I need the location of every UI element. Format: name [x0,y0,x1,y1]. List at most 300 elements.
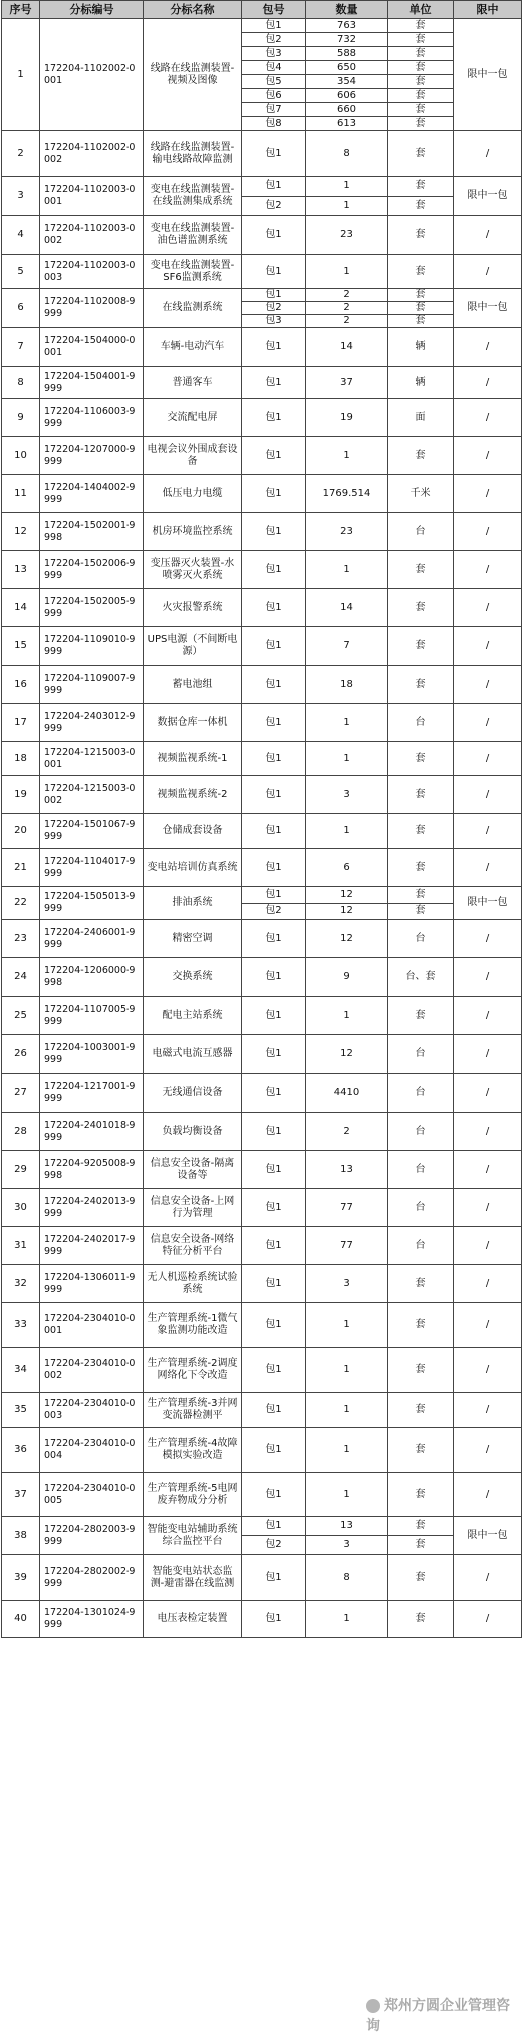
row-package: 包1 [242,177,306,197]
row-package: 包1 [242,742,306,776]
row-unit: 台 [388,920,454,958]
row-code: 172204-2802003-9999 [40,1517,144,1555]
row-unit: 套 [388,814,454,849]
row-unit: 台 [388,1035,454,1074]
row-number: 25 [2,997,40,1035]
row-package: 包1 [242,1151,306,1189]
row-number: 4 [2,216,40,255]
row-quantity: 1 [306,177,388,197]
row-package: 包1 [242,399,306,437]
row-number: 38 [2,1517,40,1555]
table-row [2,1113,522,1151]
row-quantity: 14 [306,589,388,627]
row-unit: 套 [388,589,454,627]
table-row [2,742,522,776]
row-number: 13 [2,551,40,589]
row-limit: / [454,997,522,1035]
row-limit: / [454,513,522,551]
row-quantity: 1 [306,1393,388,1428]
row-quantity: 12 [306,920,388,958]
table-row [2,958,522,997]
row-code: 172204-1102003-0002 [40,216,144,255]
row-package: 包1 [242,1555,306,1601]
table-row [2,475,522,513]
table-row [2,1517,522,1536]
row-package: 包1 [242,1113,306,1151]
row-package: 包1 [242,131,306,177]
row-quantity: 6 [306,849,388,887]
row-quantity: 2 [306,1113,388,1151]
row-number: 39 [2,1555,40,1601]
row-limit: / [454,1227,522,1265]
row-limit: / [454,1265,522,1303]
row-quantity: 1 [306,196,388,216]
row-limit: 限中一包 [454,887,522,920]
table-row [2,920,522,958]
row-name: 线路在线监测装置-输电线路故障监测 [144,131,242,177]
row-package: 包1 [242,1303,306,1348]
row-name: 信息安全设备-隔离设备等 [144,1151,242,1189]
row-limit: / [454,1555,522,1601]
table-row [2,328,522,367]
row-code: 172204-2304010-0001 [40,1303,144,1348]
row-name: 生产管理系统-5电网废弃物成分分析 [144,1473,242,1517]
row-quantity: 19 [306,399,388,437]
row-code: 172204-1501067-9999 [40,814,144,849]
table-row [2,776,522,814]
watermark-text: 郑州方圆企业管理咨询 [366,1998,510,2034]
row-limit: / [454,1151,522,1189]
row-quantity: 732 [306,33,388,47]
row-number: 14 [2,589,40,627]
row-quantity: 1 [306,1348,388,1393]
row-name: 交流配电屏 [144,399,242,437]
row-limit: / [454,920,522,958]
row-unit: 台 [388,704,454,742]
row-quantity: 1 [306,997,388,1035]
row-package: 包2 [242,196,306,216]
row-package: 包1 [242,920,306,958]
row-name: 视频监视系统-2 [144,776,242,814]
row-name: 生产管理系统-3并网变流器检测平 [144,1393,242,1428]
row-number: 35 [2,1393,40,1428]
row-package: 包1 [242,849,306,887]
table-body [2,19,522,1638]
row-code: 172204-2402017-9999 [40,1227,144,1265]
table-row [2,551,522,589]
row-unit: 套 [388,255,454,289]
row-name: 仓储成套设备 [144,814,242,849]
row-package: 包1 [242,255,306,289]
row-number: 3 [2,177,40,216]
row-number: 27 [2,1074,40,1113]
row-quantity: 1 [306,814,388,849]
row-quantity: 18 [306,666,388,704]
row-quantity: 37 [306,367,388,399]
row-quantity: 613 [306,117,388,131]
table-row [2,255,522,289]
row-code: 172204-1301024-9999 [40,1601,144,1638]
row-unit: 套 [388,216,454,255]
row-limit: / [454,255,522,289]
row-name: 数据仓库一体机 [144,704,242,742]
row-quantity: 1 [306,255,388,289]
row-quantity: 77 [306,1227,388,1265]
table-row [2,1227,522,1265]
row-limit: / [454,1189,522,1227]
row-number: 20 [2,814,40,849]
row-code: 172204-2403012-9999 [40,704,144,742]
row-unit: 套 [388,551,454,589]
row-unit: 套 [388,887,454,904]
table-row [2,399,522,437]
row-package: 包7 [242,103,306,117]
table-row [2,437,522,475]
row-code: 172204-1102002-0002 [40,131,144,177]
row-limit: / [454,1473,522,1517]
row-unit: 套 [388,1303,454,1348]
row-name: 生产管理系统-4故障模拟实验改造 [144,1428,242,1473]
row-name: 视频监视系统-1 [144,742,242,776]
row-quantity: 23 [306,513,388,551]
row-package: 包8 [242,117,306,131]
row-unit: 套 [388,1348,454,1393]
row-package: 包1 [242,1428,306,1473]
row-code: 172204-1102008-9999 [40,289,144,328]
row-quantity: 23 [306,216,388,255]
row-package: 包1 [242,1035,306,1074]
row-quantity: 77 [306,1189,388,1227]
row-limit: / [454,1348,522,1393]
row-unit: 台 [388,1227,454,1265]
row-number: 1 [2,19,40,131]
row-quantity: 606 [306,89,388,103]
table-row [2,1393,522,1428]
row-limit: / [454,849,522,887]
row-limit: / [454,814,522,849]
row-name: 在线监测系统 [144,289,242,328]
row-quantity: 1769.514 [306,475,388,513]
watermark-logo-icon [366,1999,380,2013]
row-code: 172204-2304010-0002 [40,1348,144,1393]
row-code: 172204-1106003-9999 [40,399,144,437]
row-package: 包1 [242,1517,306,1536]
row-unit: 台 [388,1074,454,1113]
row-number: 34 [2,1348,40,1393]
row-package: 包1 [242,997,306,1035]
row-code: 172204-1215003-0001 [40,742,144,776]
row-name: 负载均衡设备 [144,1113,242,1151]
row-package: 包1 [242,1227,306,1265]
row-unit: 套 [388,131,454,177]
row-limit: / [454,367,522,399]
row-code: 172204-1505013-9999 [40,887,144,920]
row-package: 包2 [242,33,306,47]
row-code: 172204-1102003-0003 [40,255,144,289]
row-quantity: 4410 [306,1074,388,1113]
row-quantity: 2 [306,289,388,302]
row-limit: / [454,328,522,367]
row-package: 包1 [242,1393,306,1428]
row-code: 172204-1215003-0002 [40,776,144,814]
row-code: 172204-2304010-0004 [40,1428,144,1473]
row-quantity: 12 [306,1035,388,1074]
row-name: 精密空调 [144,920,242,958]
watermark [366,1995,522,2035]
row-package: 包1 [242,776,306,814]
row-package: 包1 [242,814,306,849]
row-code: 172204-1102002-0001 [40,19,144,131]
header-code: 分标编号 [40,1,144,19]
row-name: 变电在线监测装置-在线监测集成系统 [144,177,242,216]
row-package: 包1 [242,627,306,666]
row-name: 智能变电站状态监测-避雷器在线监测 [144,1555,242,1601]
row-name: 变电在线监测装置-油色谱监测系统 [144,216,242,255]
row-quantity: 354 [306,75,388,89]
row-quantity: 12 [306,903,388,920]
table-row [2,19,522,33]
row-number: 23 [2,920,40,958]
row-code: 172204-1502001-9998 [40,513,144,551]
row-limit: / [454,475,522,513]
row-number: 17 [2,704,40,742]
table-row [2,1555,522,1601]
row-number: 19 [2,776,40,814]
table-row [2,1265,522,1303]
row-unit: 套 [388,1393,454,1428]
row-name: 配电主站系统 [144,997,242,1035]
row-package: 包1 [242,328,306,367]
row-unit: 套 [388,903,454,920]
row-name: 信息安全设备-网络特征分析平台 [144,1227,242,1265]
row-code: 172204-1217001-9999 [40,1074,144,1113]
row-number: 33 [2,1303,40,1348]
row-limit: / [454,958,522,997]
row-name: 机房环境监控系统 [144,513,242,551]
row-package: 包2 [242,903,306,920]
row-unit: 套 [388,1265,454,1303]
row-number: 37 [2,1473,40,1517]
row-unit: 套 [388,196,454,216]
row-package: 包2 [242,1536,306,1555]
row-package: 包1 [242,1473,306,1517]
table-row [2,513,522,551]
table-row [2,1303,522,1348]
row-unit: 套 [388,1601,454,1638]
row-quantity: 3 [306,1536,388,1555]
row-unit: 台 [388,1113,454,1151]
row-unit: 套 [388,47,454,61]
table-row [2,1348,522,1393]
row-name: 低压电力电缆 [144,475,242,513]
header-quantity: 数量 [306,1,388,19]
row-code: 172204-1107005-9999 [40,997,144,1035]
row-unit: 台、套 [388,958,454,997]
row-unit: 套 [388,19,454,33]
row-number: 15 [2,627,40,666]
row-number: 21 [2,849,40,887]
row-package: 包1 [242,1265,306,1303]
row-quantity: 1 [306,437,388,475]
row-limit: 限中一包 [454,177,522,216]
table-row [2,1035,522,1074]
row-code: 172204-1003001-9999 [40,1035,144,1074]
row-limit: / [454,776,522,814]
row-quantity: 3 [306,1265,388,1303]
row-unit: 套 [388,315,454,328]
table-row [2,1074,522,1113]
table-row [2,289,522,302]
header-name: 分标名称 [144,1,242,19]
row-number: 6 [2,289,40,328]
row-limit: / [454,551,522,589]
row-number: 9 [2,399,40,437]
row-package: 包1 [242,475,306,513]
row-quantity: 1 [306,704,388,742]
row-limit: 限中一包 [454,1517,522,1555]
row-code: 172204-1504001-9999 [40,367,144,399]
row-limit: 限中一包 [454,289,522,328]
row-unit: 套 [388,742,454,776]
row-quantity: 13 [306,1151,388,1189]
row-package: 包1 [242,1348,306,1393]
row-number: 40 [2,1601,40,1638]
row-unit: 千米 [388,475,454,513]
table-row [2,704,522,742]
row-name: 变压器灭火装置-水喷雾灭火系统 [144,551,242,589]
row-code: 172204-1502005-9999 [40,589,144,627]
row-name: 生产管理系统-2调度网络化下令改造 [144,1348,242,1393]
row-unit: 套 [388,117,454,131]
row-number: 8 [2,367,40,399]
row-package: 包1 [242,666,306,704]
row-limit: / [454,666,522,704]
row-limit: / [454,216,522,255]
row-unit: 套 [388,666,454,704]
row-limit: / [454,1074,522,1113]
row-code: 172204-1206000-9998 [40,958,144,997]
header-row [2,1,522,19]
row-name: 信息安全设备-上网行为管理 [144,1189,242,1227]
row-quantity: 9 [306,958,388,997]
row-quantity: 12 [306,887,388,904]
row-quantity: 588 [306,47,388,61]
row-unit: 套 [388,1473,454,1517]
row-name: 电视会议外围成套设备 [144,437,242,475]
row-quantity: 1 [306,551,388,589]
row-unit: 辆 [388,367,454,399]
row-name: 电磁式电流互感器 [144,1035,242,1074]
row-code: 172204-2406001-9999 [40,920,144,958]
row-code: 172204-1109010-9999 [40,627,144,666]
table-row [2,1428,522,1473]
row-package: 包1 [242,19,306,33]
row-number: 12 [2,513,40,551]
row-unit: 套 [388,437,454,475]
row-code: 172204-1502006-9999 [40,551,144,589]
row-name: 智能变电站辅助系统综合监控平台 [144,1517,242,1555]
row-package: 包1 [242,289,306,302]
table-row [2,887,522,904]
row-quantity: 8 [306,1555,388,1601]
row-unit: 套 [388,302,454,315]
row-unit: 套 [388,1517,454,1536]
row-number: 32 [2,1265,40,1303]
row-limit: / [454,742,522,776]
row-number: 7 [2,328,40,367]
row-unit: 套 [388,776,454,814]
row-number: 22 [2,887,40,920]
table-row [2,1473,522,1517]
row-package: 包6 [242,89,306,103]
row-package: 包3 [242,47,306,61]
row-number: 31 [2,1227,40,1265]
row-package: 包1 [242,437,306,475]
row-number: 26 [2,1035,40,1074]
table-row [2,216,522,255]
table-row [2,1151,522,1189]
table-row [2,997,522,1035]
row-unit: 套 [388,1428,454,1473]
row-limit: / [454,1393,522,1428]
row-package: 包1 [242,1601,306,1638]
row-code: 172204-1207000-9999 [40,437,144,475]
row-package: 包1 [242,367,306,399]
row-unit: 面 [388,399,454,437]
row-code: 172204-2304010-0005 [40,1473,144,1517]
row-limit: / [454,1428,522,1473]
row-number: 30 [2,1189,40,1227]
table-row [2,849,522,887]
row-package: 包1 [242,958,306,997]
table-row [2,666,522,704]
row-package: 包1 [242,513,306,551]
row-unit: 套 [388,177,454,197]
row-package: 包1 [242,887,306,904]
row-code: 172204-2402013-9999 [40,1189,144,1227]
row-name: 普通客车 [144,367,242,399]
row-quantity: 650 [306,61,388,75]
row-package: 包1 [242,1189,306,1227]
row-limit: / [454,399,522,437]
row-name: 排油系统 [144,887,242,920]
row-code: 172204-1102003-0001 [40,177,144,216]
row-number: 10 [2,437,40,475]
row-name: 线路在线监测装置-视频及图像 [144,19,242,131]
row-limit: / [454,1035,522,1074]
row-unit: 套 [388,103,454,117]
row-name: 无线通信设备 [144,1074,242,1113]
row-name: 生产管理系统-1微气象监测功能改造 [144,1303,242,1348]
row-unit: 套 [388,61,454,75]
row-code: 172204-2304010-0003 [40,1393,144,1428]
row-name: UPS电源（不间断电源） [144,627,242,666]
header-package: 包号 [242,1,306,19]
row-number: 5 [2,255,40,289]
row-package: 包1 [242,1074,306,1113]
row-unit: 台 [388,1189,454,1227]
row-number: 28 [2,1113,40,1151]
row-number: 11 [2,475,40,513]
header-unit: 单位 [388,1,454,19]
table-row [2,367,522,399]
row-limit: / [454,1601,522,1638]
row-number: 16 [2,666,40,704]
row-unit: 套 [388,75,454,89]
row-quantity: 1 [306,1473,388,1517]
row-quantity: 8 [306,131,388,177]
row-package: 包1 [242,551,306,589]
